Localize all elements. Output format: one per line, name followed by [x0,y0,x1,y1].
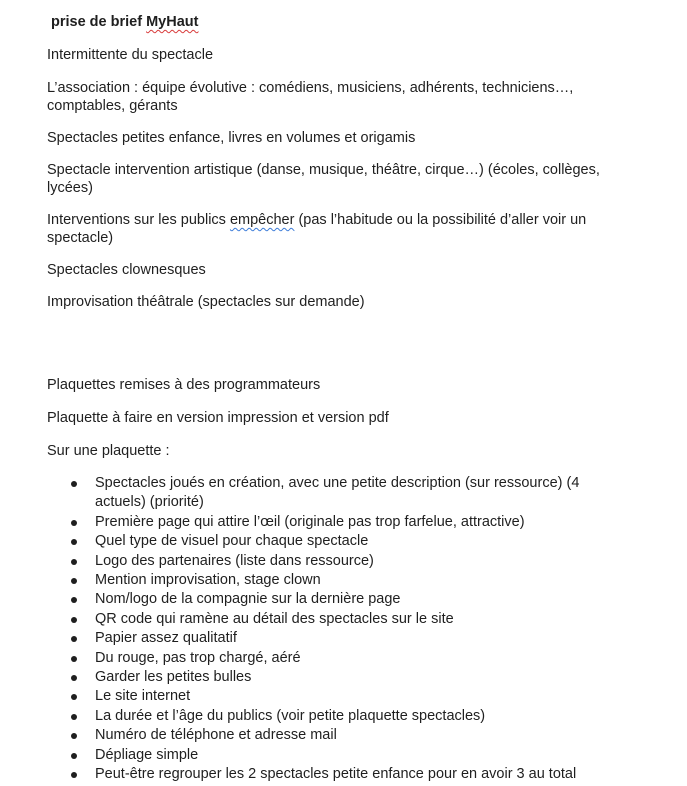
list-item [47,532,595,551]
bullet-dot-icon [71,481,77,487]
bullet-dot-icon [71,714,77,720]
paragraph-improvisation: Improvisation théâtrale (spectacles sur demande) [47,294,365,310]
bullet-dot-icon [71,772,77,778]
bullet-dot-icon [71,539,77,545]
bullet-dot-icon [71,753,77,759]
title-brand: MyHaut [146,14,199,30]
list-item [47,513,595,532]
list-item [47,726,595,745]
paragraph-publics-empeches [47,211,617,247]
p5-before: Interventions sur les publics [47,212,230,228]
list-item-text: Nom/logo de la compagnie sur la dernière page [95,591,401,608]
list-item-text: Logo des partenaires (liste dans ressource) [95,552,374,569]
document-title [51,13,198,31]
list-item [47,474,595,513]
bullet-dot-icon [71,733,77,739]
bullet-dot-icon [71,617,77,623]
p5-after: (pas l’habitude ou la possibilité d’aller voir un spectacle) [47,212,587,246]
list-item-text: Papier assez qualitatif [95,630,237,647]
list-item-text: Première page qui attire l’œil (originale pas trop farfelue, attractive) [95,513,525,530]
list-item [47,629,595,648]
list-item [47,571,595,590]
p5-flagged-word: empêcher [229,212,295,228]
paragraph-sur-une-plaquette: Sur une plaquette : [47,443,170,459]
list-item [47,687,595,706]
list-item-text: Spectacles joués en création, avec une petite description (sur ressource) (4 actuels) (priorité) [95,475,580,511]
list-item [47,552,595,571]
paragraph-intermittente: Intermittente du spectacle [47,47,214,63]
paragraph-plaquette-versions: Plaquette à faire en version impression et version pdf [47,410,389,426]
list-item [47,610,595,629]
list-item-text: Peut-être regrouper les 2 spectacles petite enfance pour en avoir 3 au total [95,766,577,783]
list-item-text: Numéro de téléphone et adresse mail [95,727,337,744]
paragraph-clownesques: Spectacles clownesques [47,262,206,278]
bullet-dot-icon [71,675,77,681]
paragraph-petites-enfance: Spectacles petites enfance, livres en volumes et origamis [47,130,416,146]
list-item [47,649,595,668]
list-item-text: Du rouge, pas trop chargé, aéré [95,649,301,666]
paragraph-intervention-artistique: Spectacle intervention artistique (danse, musique, théâtre, cirque…) (écoles, collèges, lycées) [47,162,600,196]
bullet-list [47,474,647,785]
bullet-dot-icon [71,656,77,662]
bullet-dot-icon [71,597,77,603]
list-item [47,707,595,726]
bullet-dot-icon [71,520,77,526]
bullet-dot-icon [71,694,77,700]
list-item-text: Garder les petites bulles [95,669,252,686]
list-item [47,765,595,784]
list-item-text: La durée et l’âge du publics (voir petite plaquette spectacles) [95,707,486,724]
list-item-text: Dépliage simple [95,746,199,763]
bullet-dot-icon [71,636,77,642]
title-prefix: prise de brief [51,14,147,30]
list-item-text: Mention improvisation, stage clown [95,572,321,589]
list-item [47,668,595,687]
list-item-text: Quel type de visuel pour chaque spectacle [95,533,369,550]
paragraph-plaquettes-programmateurs: Plaquettes remises à des programmateurs [47,377,321,393]
list-item [47,590,595,609]
paragraph-association: L’association : équipe évolutive : comédiens, musiciens, adhérents, techniciens…, comptables, gérants [47,80,574,114]
list-item [47,746,595,765]
list-item-text: Le site internet [95,688,191,705]
bullet-dot-icon [71,578,77,584]
bullet-dot-icon [71,559,77,565]
list-item-text: QR code qui ramène au détail des spectacles sur le site [95,610,454,627]
